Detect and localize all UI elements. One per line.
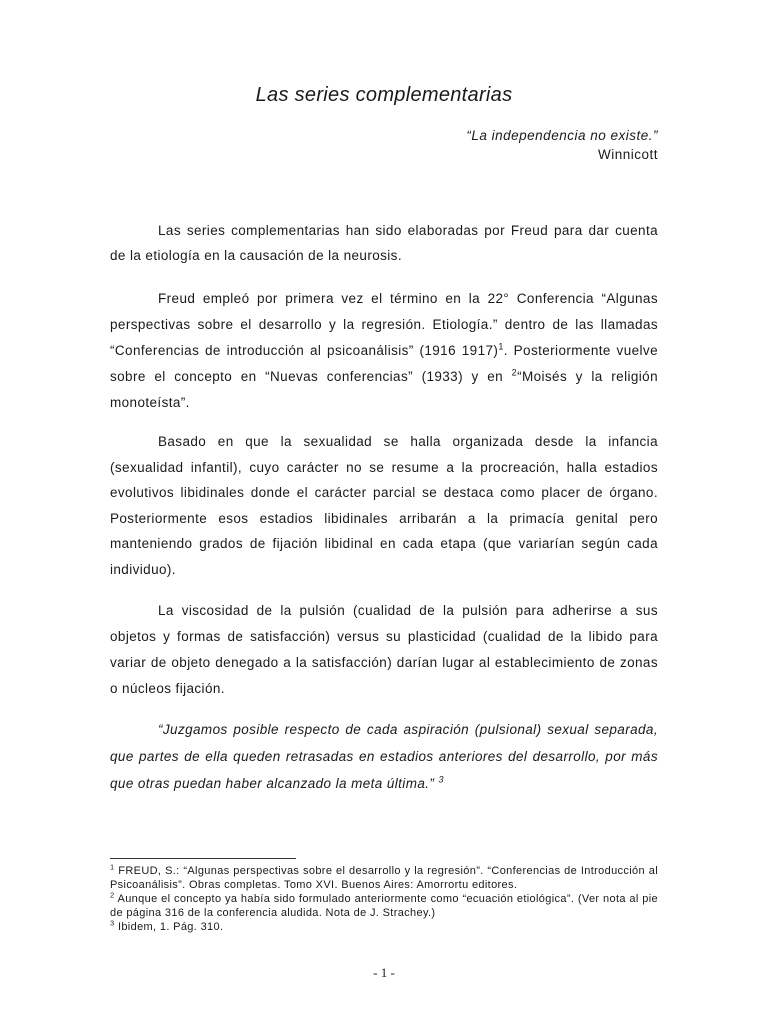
paragraph-2-end: “Moisés y la religión monoteísta”. [110,369,658,410]
epigraph [466,126,658,164]
footnote-1-mark: 1 [110,862,115,872]
paragraph-2-main: Freud empleó por primera vez el término en la 22° Conferencia “Algunas perspectivas sobre el desarrollo y la regresión. Etiología.” dentro de las llamadas “Conferencias de introducción al psicoanálisis” (1916 1917) [110,291,658,358]
footnote-ref-3[interactable]: 3 [438,774,444,785]
paragraph-4 [110,598,658,702]
footnote-separator [110,858,296,859]
footnote-1-text: FREUD, S.: “Algunas perspectivas sobre el desarrollo y la regresión”. “Conferencias de Introducción al Psicoanálisis”. Obras completas. Tomo XVI. Buenos Aires: Amorrortu editores. [110,865,659,891]
paragraph-1 [110,218,658,268]
paragraph-4-text: La viscosidad de la pulsión (cualidad de la pulsión para adherirse a sus objetos y formas de satisfacción) versus su plasticidad (cualidad de la libido para variar de objeto denegado a la satisfacción) darían lugar al establecimiento de zonas o núcleos fijación. [110,603,658,696]
epigraph-author: Winnicott [597,147,658,162]
paragraph-5-text [110,716,658,797]
footnote-2 [110,892,658,920]
epigraph-quote: “La independencia no existe.” [466,128,658,143]
footnotes [110,864,658,934]
document-title: Las series complementarias [255,84,513,106]
footnote-ref-2[interactable]: 2 [511,367,518,378]
footnote-2-mark: 2 [110,890,115,900]
paragraph-2-text [110,286,658,416]
paragraph-1-text: Las series complementarias han sido elaboradas por Freud para dar cuenta de la etiología en la causación de la neurosis. [110,223,658,263]
footnote-1 [110,864,658,892]
paragraph-5-quote [110,716,658,797]
paragraph-2-middle: . Posteriormente vuelve sobre el concepto en “Nuevas conferencias” (1933) y en [110,343,658,384]
footnote-ref-1[interactable]: 1 [498,341,504,352]
paragraph-5-quote-text: “Juzgamos posible respecto de cada aspiración (pulsional) sexual separada, que partes de ella queden retrasadas en estadios anteriores del desarrollo, por más que otras puedan haber alcanzado la meta última.” [110,722,658,791]
footnote-3-mark: 3 [110,918,115,928]
paragraph-3 [110,429,658,583]
footnote-3 [110,920,658,934]
page-number: - 1 - [373,965,395,980]
paragraph-2 [110,286,658,416]
footnote-2-text: Aunque el concepto ya había sido formulado anteriormente como “ecuación etiológica”. (Ver nota al pie de página 316 de la conferencia aludida. Nota de J. Strachey.) [110,893,658,919]
footnote-3-text: Ibidem, 1. Pág. 310. [117,921,224,933]
paragraph-3-text: Basado en que la sexualidad se halla organizada desde la infancia (sexualidad infantil), cuyo carácter no se resume a la procreación, halla estadios evolutivos libidinales donde el carácter parcial se destaca como placer de órgano. Posteriormente esos estadios libidinales arribarán a la primacía genital pero manteniendo grados de fijación libidinal en cada etapa (que variarían según cada individuo). [110,434,658,577]
